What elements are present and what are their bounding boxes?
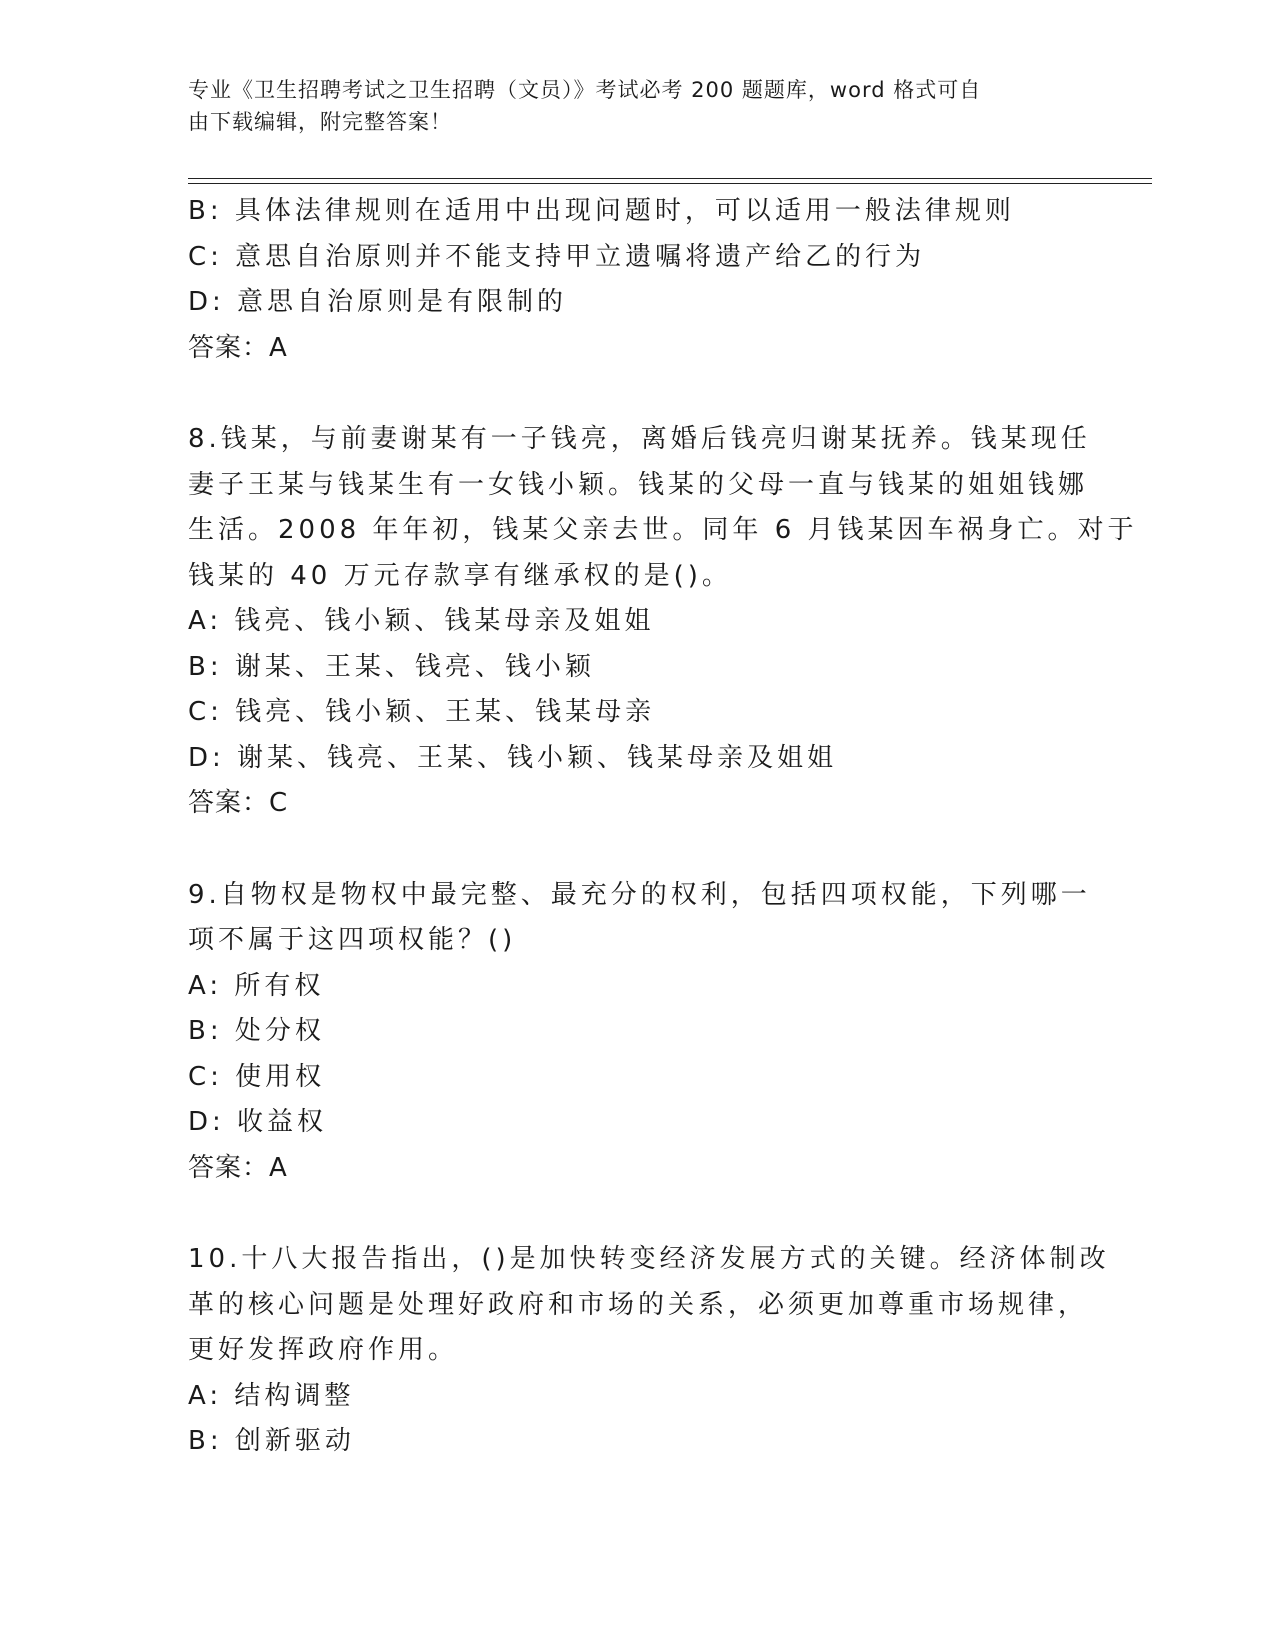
question-text-line: 生活。2008 年年初，钱某父亲去世。同年 6 月钱某因车祸身亡。对于 — [188, 515, 1138, 545]
document-header — [188, 74, 1068, 138]
question-text-line: 8.钱某，与前妻谢某有一子钱亮，离婚后钱亮归谢某抚养。钱某现任 — [188, 424, 1091, 454]
option-b: B: 处分权 — [188, 1016, 325, 1046]
question-8 — [188, 417, 1138, 827]
question-10 — [188, 1237, 1110, 1465]
answer-line: 答案：C — [188, 788, 289, 818]
question-text-line: 钱某的 40 万元存款享有继承权的是()。 — [188, 560, 732, 591]
option-a: A: 钱亮、钱小颖、钱某母亲及姐姐 — [188, 606, 655, 636]
option-d: D: 收益权 — [188, 1107, 328, 1137]
question-text-line: 更好发挥政府作用。 — [188, 1335, 459, 1365]
option-c: C: 钱亮、钱小颖、王某、钱某母亲 — [188, 697, 656, 727]
question-text-line: 10.十八大报告指出，()是加快转变经济发展方式的关键。经济体制改 — [188, 1244, 1110, 1274]
option-c: C: 意思自治原则并不能支持甲立遗嘱将遗产给乙的行为 — [188, 241, 926, 272]
option-b: B: 具体法律规则在适用中出现问题时，可以适用一般法律规则 — [188, 196, 1015, 226]
option-d: D: 谢某、钱亮、王某、钱小颖、钱某母亲及姐姐 — [188, 742, 838, 773]
option-d: D: 意思自治原则是有限制的 — [188, 287, 568, 317]
question-text-line: 革的核心问题是处理好政府和市场的关系，必须更加尊重市场规律， — [188, 1289, 1089, 1320]
option-a: A: 所有权 — [188, 970, 325, 1001]
option-c: C: 使用权 — [188, 1061, 326, 1092]
answer-line: 答案：A — [188, 1152, 288, 1183]
header-title-line-2: 由下载编辑，附完整答案！ — [188, 110, 452, 134]
header-divider-top — [188, 178, 1152, 179]
question-text-line: 项不属于这四项权能？() — [188, 925, 517, 955]
question-list — [188, 189, 1138, 1465]
question-text-line: 9.自物权是物权中最完整、最充分的权利，包括四项权能，下列哪一 — [188, 879, 1091, 910]
option-b: B: 谢某、王某、钱亮、钱小颖 — [188, 651, 595, 682]
question-text-line: 妻子王某与钱某生有一女钱小颖。钱某的父母一直与钱某的姐姐钱娜 — [188, 469, 1089, 500]
question-9 — [188, 873, 1091, 1192]
answer-line: 答案：A — [188, 332, 288, 363]
previous-question-fragment — [188, 189, 1088, 371]
header-divider-bottom — [188, 183, 1152, 184]
header-title-line-1: 专业《卫生招聘考试之卫生招聘（文员）》考试必考 200 题题库，word 格式可自 — [188, 78, 982, 102]
option-b: B: 创新驱动 — [188, 1426, 355, 1456]
option-a: A: 结构调整 — [188, 1380, 355, 1411]
